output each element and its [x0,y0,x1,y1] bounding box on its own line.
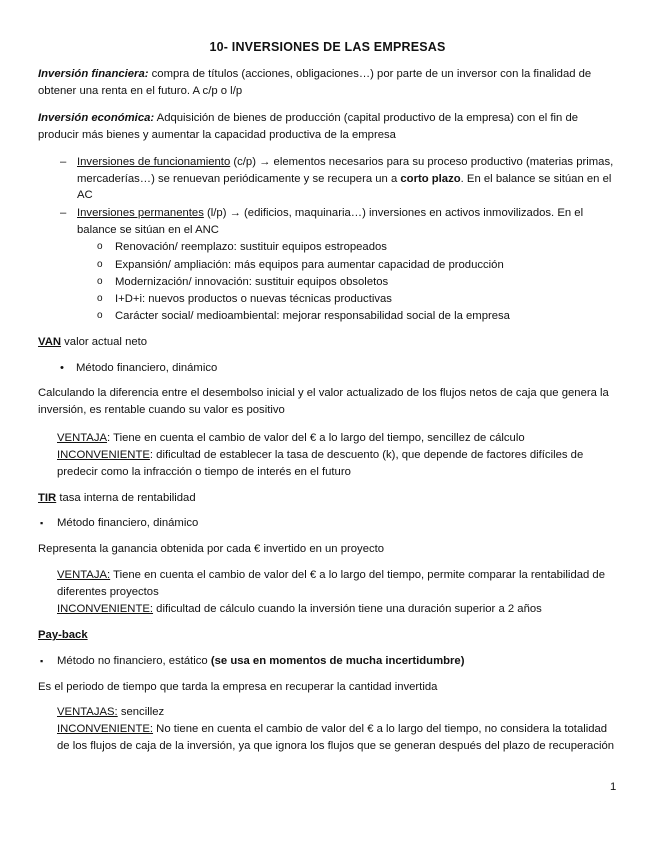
list-item-permanentes [60,205,622,238]
text-funcionamiento-2: . En el balance se sitúan en el AC [77,172,612,202]
sub-list-item: o I+D+i: nuevos productos o nuevas técnicas productivas [115,291,615,308]
text-tir: tasa interna de rentabilidad [56,492,196,504]
term-funcionamiento: Inversiones de funcionamiento [77,156,231,168]
sub-list-item: o Renovación/ reemplazo: sustituir equipos estropeados [115,239,615,256]
text-inversion-economica: Adquisición de bienes de producción (capital productivo de la empresa) con el fin de producir más bienes y aumentar la capacidad productiva de la empresa [38,112,579,141]
square-marker: ▪ [40,656,44,666]
paragraph-payback-desc: Es el periodo de tiempo que tarda la empresa en recuperar la cantidad invertida [38,681,438,693]
text-inversion-financiera: compra de títulos (acciones, obligaciones…) por parte de un inversor con la finalidad de obtener una renta en el futuro. A c/p o l/p [38,68,592,97]
circle-marker: o [97,259,103,270]
bullet-item-van: • Método financiero, dinámico [76,360,616,377]
bullet-item-payback: ▪ Método no financiero, estático (se usa en momentos de mucha incertidumbre) [57,653,617,670]
tir-ventaja: VENTAJA: Tiene en cuenta el cambio de valor del € a lo largo del tiempo, permite comparar la rentabilidad de diferentes proyectos [57,569,605,598]
label-ventajas: VENTAJAS: [57,706,118,718]
sub-list-item: o Expansión/ ampliación: más equipos para aumentar capacidad de producción [115,257,615,274]
circle-marker: o [97,241,103,252]
term-payback: Pay-back [38,629,88,641]
heading-payback [38,627,620,644]
text-funcionamiento-1: (c/p) → elementos necesarios para su proceso productivo (materias primas, mercaderías…) se renuevan periódicamente y se recupera un a [77,156,614,185]
text-van: valor actual neto [61,336,148,348]
sub-list-item: o Modernización/ innovación: sustituir equipos obsoletos [115,274,615,291]
page-number: 1 [610,781,617,793]
van-ventaja: VENTAJA: Tiene en cuenta el cambio de valor del € a lo largo del tiempo, sencillez de cálculo [57,432,525,444]
payback-inconveniente: INCONVENIENTE: No tiene en cuenta el cambio de valor del € a lo largo del tiempo, no considera la totalidad de los flujos de caja de la inversión, ya que ignora los flujos que se generan después del plazo de recuperación [57,723,615,752]
label-ventaja: VENTAJA [57,432,108,444]
dash-marker: – [60,156,67,168]
page-title: 10- INVERSIONES DE LAS EMPRESAS [209,40,446,54]
text-corto-plazo: corto plazo [400,172,461,185]
text-permanentes: (l/p) → (edificios, maquinaria…) inversiones en activos inmovilizados. En el balance se sitúan en el ANC [77,207,584,236]
label-inconveniente: INCONVENIENTE: [57,723,154,735]
sub-list-item: o Carácter social/ medioambiental: mejorar responsabilidad social de la empresa [115,308,615,325]
square-marker: ▪ [40,518,44,528]
heading-van [38,334,620,351]
term-van: VAN [38,336,62,348]
label-inconveniente: INCONVENIENTE: [57,603,154,615]
payback-ventaja: VENTAJAS: sencillez [57,706,165,718]
label-ventaja: VENTAJA: [57,569,111,581]
label-inconveniente: INCONVENIENTE [57,449,150,461]
dash-marker: – [60,207,67,219]
list-item-funcionamiento [60,154,622,204]
dot-marker: • [60,362,64,374]
van-inconveniente: INCONVENIENTE: dificultad de establecer la tasa de descuento (k), que depende de factores difíciles de predecir como la infracción o tiempo de interés en el futuro [57,449,584,478]
heading-tir [38,490,620,507]
circle-marker: o [97,276,103,287]
bullet-item-tir: ▪ Método financiero, dinámico [57,515,617,532]
paragraph-tir-desc: Representa la ganancia obtenida por cada € invertido en un proyecto [38,543,385,555]
term-inversion-economica: Inversión económica: [38,112,155,124]
term-inversion-financiera: Inversión financiera: [38,68,149,80]
term-permanentes: Inversiones permanentes [77,207,204,219]
tir-inconveniente: INCONVENIENTE: dificultad de cálculo cuando la inversión tiene una duración superior a 2 años [57,603,542,615]
circle-marker: o [97,310,103,321]
paragraph-inversion-economica [38,110,620,143]
term-tir: TIR [38,492,57,504]
paragraph-van-desc: Calculando la diferencia entre el desembolso inicial y el valor actualizado de los flujos netos de caja que genera la inversión, es rentable cuando su valor es positivo [38,387,609,416]
paragraph-inversion-financiera [38,66,620,99]
circle-marker: o [97,293,103,304]
